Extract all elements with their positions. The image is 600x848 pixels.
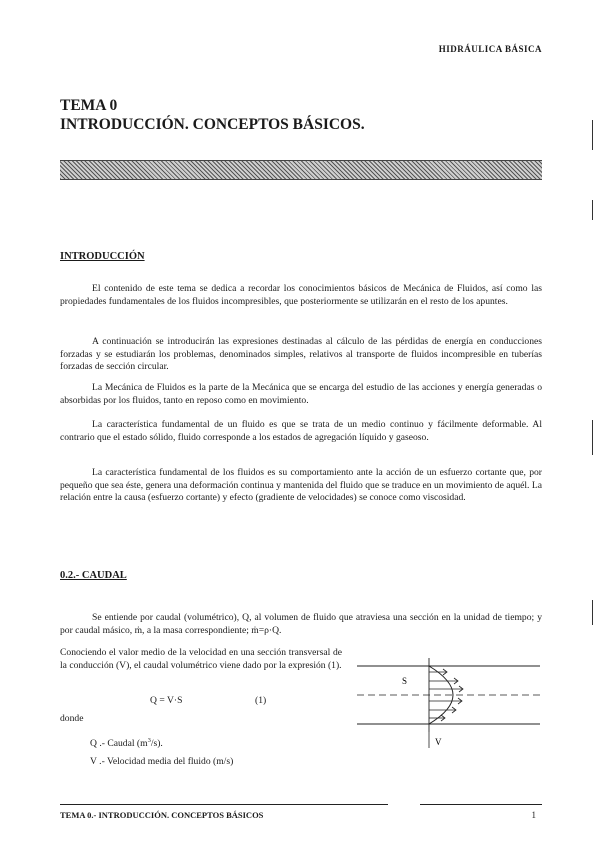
velocity-profile-figure <box>355 648 545 758</box>
definition-symbol: Q <box>90 738 97 750</box>
unit-exponent: 3 <box>147 737 151 744</box>
scan-edge-mark <box>592 600 593 625</box>
caudal-paragraph-2: Conociendo el valor medio de la velocidad en una sección transversal de la conducción (V), el caudal volumétrico viene dado por la expresión (1). <box>60 647 342 671</box>
intro-paragraph-4: La característica fundamental de un fluido es que se trata de un medio continuo y fácilmente deformable. Al contrario que el estado sólido, fluido corresponde a los estados de agregación líquido y gaseoso. <box>60 419 542 443</box>
definition-text: .- Velocidad media del fluido (m/s) <box>96 756 234 767</box>
section-heading-caudal: 0.2.- CAUDAL <box>60 570 127 581</box>
donde-label: donde <box>60 713 84 724</box>
footer-rule-right <box>420 804 542 805</box>
intro-paragraph-5: La característica fundamental de los fluidos es su comportamiento ante la acción de un esfuerzo cortante que, por pequeño que sea éste, genera una deformación continua y mantenida del fluido que se traduce en un movimiento de aquél. La relación entre la causa (esfuerzo cortante) y efecto (gradiente de velocidades) se conoce como viscosidad. <box>60 467 542 504</box>
scan-edge-mark <box>592 420 593 455</box>
definition-tail: /s). <box>150 738 163 750</box>
chapter-title: INTRODUCCIÓN. CONCEPTOS BÁSICOS. <box>60 116 365 133</box>
formula-number: (1) <box>255 695 267 706</box>
section-heading-introduccion: INTRODUCCIÓN <box>60 251 145 262</box>
footer-rule <box>60 804 388 805</box>
scan-edge-mark <box>592 120 593 150</box>
section-label: S <box>402 676 408 686</box>
definition-caudal <box>90 737 163 749</box>
intro-paragraph-3: La Mecánica de Fluidos es la parte de la Mecánica que se encarga del estudio de las acciones y energía generadas o absorbidas por los fluidos, tanto en reposo como en movimiento. <box>60 382 542 406</box>
velocity-label: V <box>435 737 442 747</box>
formula-caudal: Q = V·S <box>150 695 183 706</box>
running-header: HIDRÁULICA BÁSICA <box>438 44 542 54</box>
intro-paragraph-2: A continuación se introducirán las expresiones destinadas al cálculo de las pérdidas de energía en conducciones forzadas y se estudiarán los problemas, denominados simples, relativos al transporte de fluidos incompresible en tuberías forzadas de sección circular. <box>60 336 542 373</box>
caudal-paragraph-1: Se entiende por caudal (volumétrico), Q, al volumen de fluido que atraviesa una sección en la unidad de tiempo; y por caudal másico, ṁ, a la masa correspondiente; ṁ=ρ·Q. <box>60 612 542 636</box>
definition-velocidad <box>90 756 233 767</box>
page-number: 1 <box>531 810 536 820</box>
scan-edge-mark <box>592 200 593 220</box>
decorative-band <box>60 160 542 180</box>
footer-title: TEMA 0.- INTRODUCCIÓN. CONCEPTOS BÁSICOS <box>60 810 264 820</box>
chapter-number: TEMA 0 <box>60 97 118 114</box>
definition-symbol: V <box>90 756 97 767</box>
intro-paragraph-1: El contenido de este tema se dedica a recordar los conocimientos básicos de Mecánica de Fluidos, así como las propiedades fundamentales de los fluidos incompresibles, que posteriormente se utilizarán en el resto de los apuntes. <box>60 283 542 307</box>
definition-text: .- Caudal (m <box>96 738 148 750</box>
